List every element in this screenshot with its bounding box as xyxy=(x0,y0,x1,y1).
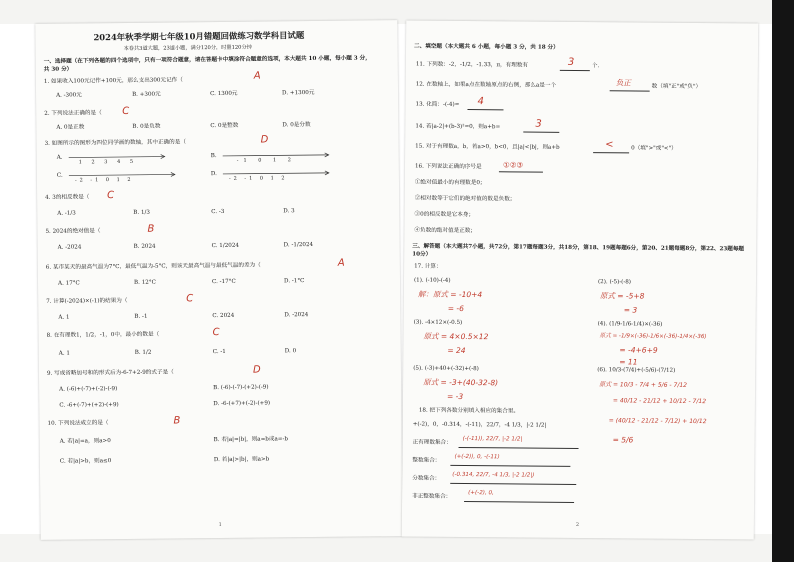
q9-stem: 9. 写成省略加号和的形式后为-6-7+2-9的式子是（ xyxy=(46,369,174,377)
q3-option-d-label: D. xyxy=(210,171,217,178)
exam-subtitle: 本卷共3道大题，23道小题，满分120分，时量120分钟 xyxy=(123,44,252,52)
q2-option-d: D. 0是分数 xyxy=(282,122,311,129)
q3-stem: 3. 如图所示的图形为四位同学画的数轴，其中正确的是（ xyxy=(44,139,186,147)
q1-option-d: D. +1300元 xyxy=(282,89,315,97)
q7-option-a: A. 1 xyxy=(58,314,70,321)
q11-suffix: 个. xyxy=(591,63,600,70)
section1-header: 一、选择题（在下列各题的四个选项中，只有一项符合题意，请在答题卡中填涂符合题意的选项，本大题共 10 小题，每小题 3 分，共 30 分） xyxy=(43,55,371,73)
q10-stem: 10. 下列说法成立的是（ xyxy=(47,420,109,427)
page-number-right: 2 xyxy=(575,521,580,529)
q2-stem: 2. 下列说法正确的是（ xyxy=(44,110,102,117)
q13-handwritten-answer: 4 xyxy=(477,96,484,108)
q5-stem: 5. 2024的绝对值是（ xyxy=(45,228,101,235)
q3-option-c-label: C. xyxy=(56,172,63,179)
q12-handwritten-answer: 负正 xyxy=(615,78,631,88)
q7-handwritten-answer: C xyxy=(186,293,194,305)
q5-option-a: A. -2024 xyxy=(57,244,82,251)
q15-handwritten-answer: < xyxy=(605,139,614,151)
q11-blank xyxy=(560,70,590,71)
q18-set-positive-rational-label: 正有理数集合： xyxy=(412,439,452,446)
q6-handwritten-answer: A xyxy=(337,257,345,269)
calc-4-work-line-1: 原式 = -1/9×(-36)-1/6×(-36)-1/4×(-36) xyxy=(599,333,707,341)
q10-handwritten-answer: B xyxy=(173,415,181,427)
q5-option-d: D. -1/2024 xyxy=(283,242,314,249)
q7-option-c: C. 2024 xyxy=(212,312,235,320)
q18-set-fraction-label: 分数集合： xyxy=(412,475,441,482)
q17-title: 17. 计算： xyxy=(414,263,442,270)
q16-item-3: ③0的相反数是它本身； xyxy=(414,211,475,219)
q18-set-nonpositive-integer-answer: (+(-2), 0, xyxy=(468,490,494,497)
calc-6-work-line-1: 原式 = 10/3 - 7/4 + 5/6 - 7/12 xyxy=(599,381,688,389)
calc-4-problem: (4). (1/9-1/6-1/4)×(-36) xyxy=(597,321,663,328)
q9-handwritten-answer: D xyxy=(252,364,261,376)
q15-stem: 15. 对于有理数a，b，若a>0，b<0，且|a|<|b|，则a+b xyxy=(415,143,560,151)
q1-stem: 1. 如果收入100元记作+100元，那么支出300元记作（ xyxy=(43,77,183,85)
exam-title: 2024年秋季学期七年级10月错题回做练习数学科目试题 xyxy=(93,30,305,43)
q6-option-c: C. -17°C xyxy=(211,278,236,286)
number-line-b-labels: -1 0 1 2 xyxy=(236,157,296,164)
page-number-left: 1 xyxy=(218,521,222,529)
q12-stem: 12. 在数轴上，如果a点在数轴原点的右侧，那么a是一个 xyxy=(415,81,557,89)
section2-header: 二、填空题（本大题共 6 小题，每小题 3 分，共 18 分） xyxy=(414,43,559,51)
q8-option-b: B. 1/2 xyxy=(134,349,152,356)
number-line-c-labels: -2 -1 0 1 2 xyxy=(74,176,134,184)
q14-stem: 14. 若|a-2|+(b-3)²=0，则a+b= xyxy=(415,123,501,131)
q10-option-c: C. 若|a|>b，则a≤0 xyxy=(59,458,112,465)
q16-stem: 16. 下列说法正确的序号是 xyxy=(414,163,482,171)
q18-stem: 18. 把下列各数分别填入相应的集合里。 xyxy=(418,407,520,415)
calc-3-problem: (3). -4×12×(-0.5) xyxy=(413,319,463,326)
q6-option-d: D. -1°C xyxy=(283,278,305,285)
exam-page-left xyxy=(35,20,402,540)
q18-numbers: +(-2)，0，-0.314，-(-11)，22/7，-4 1/3，|-2 1/2| xyxy=(412,421,547,429)
calc-1-work-line-1: 解：原式 = -10+4 xyxy=(417,289,483,300)
q18-set-integer-answer: (+(-2)), 0, -(-11) xyxy=(454,453,500,461)
q16-item-1: ①绝对值最小的有理数是0； xyxy=(414,179,486,187)
q8-option-d: D. 0 xyxy=(284,348,297,355)
q9-option-c: C. -6+(-7)+(+2)-(+9) xyxy=(59,402,119,409)
q9-option-a: A. (-6)+(-7)+(-2)-(-9) xyxy=(59,386,118,393)
calc-2-work-line-1: 原式 = -5+8 xyxy=(599,291,645,301)
q6-option-b: B. 12°C xyxy=(133,279,156,286)
q15-blank xyxy=(593,152,629,153)
q8-option-a: A. 1 xyxy=(58,350,70,357)
q18-set-fraction-blank xyxy=(450,483,576,485)
q9-option-d: D. -6-(+7)+(-2)-(+9) xyxy=(213,400,271,408)
q14-blank xyxy=(523,131,559,132)
q3-handwritten-answer: D xyxy=(260,134,269,146)
calc-6-problem: (6). 10/3-(7/4)+(-5/6)-(7/12) xyxy=(597,367,676,374)
calc-6-work-line-4: = 5/6 xyxy=(612,435,634,445)
q5-option-c: C. 1/2024 xyxy=(211,242,240,250)
calc-1-work-line-2: = -6 xyxy=(447,303,464,313)
q16-item-2: ②相对数等于它们的绝对值的数是负数； xyxy=(414,195,516,203)
calc-5-work-line-1: 原式 = -3+(40-32-8) xyxy=(423,377,499,388)
q8-stem: 8. 在有理数1，1/2，-1，0中，最小的数是（ xyxy=(46,331,160,339)
q4-option-d: D. 3 xyxy=(283,208,295,215)
q2-handwritten-answer: C xyxy=(122,105,130,118)
q8-option-c: C. -1 xyxy=(212,348,226,356)
q18-set-integer-label: 整数集合： xyxy=(412,457,441,464)
q4-handwritten-answer: C xyxy=(107,190,115,202)
q18-set-positive-rational-blank xyxy=(459,447,579,449)
q18-set-positive-rational-answer: (-(-11)), 22/7, |-2 1/2| xyxy=(462,435,523,443)
q3-option-b-label: B. xyxy=(210,153,217,160)
q11-stem: 11. 下列数：-2，-1/2，-1.33，π，有理数有 xyxy=(415,61,529,69)
calc-6-work-line-3: = (40/12 - 21/12 - 7/12) + 10/12 xyxy=(608,417,707,426)
q13-blank xyxy=(467,109,503,110)
q10-option-a: A. 若|a|=a，则a>0 xyxy=(59,438,111,445)
q4-option-c: C. -3 xyxy=(211,208,225,216)
q18-set-fraction-answer: (-0.314, 22/7, -4 1/3, |-2 1/2|) xyxy=(452,471,535,479)
q1-option-c: C. 1300元 xyxy=(210,90,238,98)
q1-handwritten-answer: A xyxy=(253,70,261,82)
q5-option-b: B. 2024 xyxy=(133,243,156,250)
calc-4-work-line-2: = -4+6+9 xyxy=(619,345,658,355)
section3-header: 三、解答题（本大题共7小题，共72分，第17题每题3分，共18分，第18、19题每题6分，第20、21题每题8分，第22、23题每题10分） xyxy=(412,243,745,258)
q8-handwritten-answer: C xyxy=(212,326,220,339)
q12-blank xyxy=(610,90,650,91)
q6-option-a: A. 17°C xyxy=(57,280,80,287)
q15-suffix: 0（填">"或"<"） xyxy=(631,145,677,152)
q12-suffix: 数（填"正"或"负"） xyxy=(651,83,702,91)
calc-3-work-line-2: = 24 xyxy=(447,345,466,356)
q4-stem: 4. 3的相反数是（ xyxy=(45,194,90,201)
q2-option-c: C. 0是整数 xyxy=(210,122,239,130)
number-line-d-labels: -2 -1 0 1 2 xyxy=(228,175,288,182)
q4-option-b: B. 1/3 xyxy=(133,209,150,216)
calc-5-problem: (5). (-3)+40+(-32)+(-8) xyxy=(413,365,479,373)
q13-stem: 13. 化简：-(-4)= xyxy=(415,101,460,108)
calc-2-problem: (2). (-5)-(-8) xyxy=(597,279,632,286)
q16-handwritten-answer: ①②③ xyxy=(502,160,524,170)
q7-option-d: D. -2024 xyxy=(284,312,309,319)
q2-option-a: A. 0是正数 xyxy=(56,124,85,131)
q2-option-b: B. 0是负数 xyxy=(132,123,161,130)
q16-item-4: ④负数的绝对值是正数； xyxy=(414,227,476,235)
q10-option-b: B. 若|a|=|b|，则a=b或a=-b xyxy=(213,436,288,444)
calc-5-work-line-2: = -3 xyxy=(446,391,464,401)
q6-stem: 6. 某市某天的最高气温为7°C，最低气温为-5°C，则该天最高气温与最低气温的差为（ xyxy=(45,262,261,271)
q1-option-a: A. -300元 xyxy=(56,92,82,99)
q14-handwritten-answer: 3 xyxy=(535,118,542,130)
q3-option-a-label: A. xyxy=(56,154,63,161)
q11-handwritten-answer: 3 xyxy=(567,56,575,68)
q7-stem: 7. 计算(-2024)×(-1)的结果为（ xyxy=(46,297,128,305)
q7-option-b: B. -1 xyxy=(134,313,148,320)
q9-option-b: B. (-6)-(-7)-(+2)-(-9) xyxy=(213,384,269,392)
q4-option-a: A. -1/3 xyxy=(57,210,76,217)
q16-blank xyxy=(499,171,543,172)
calc-2-work-line-2: = 3 xyxy=(623,305,638,315)
q18-set-nonpositive-integer-label: 非正整数集合： xyxy=(412,493,452,500)
q1-option-b: B. +300元 xyxy=(132,91,161,98)
calc-6-work-line-2: = 40/12 - 21/12 + 10/12 - 7/12 xyxy=(612,397,707,406)
q18-set-nonpositive-integer-blank xyxy=(464,501,574,503)
q10-option-d: D. 若|a|>|b|，则a>b xyxy=(213,456,270,464)
q18-set-integer-blank xyxy=(450,465,570,467)
calc-3-work-line-1: 原式 = 4×0.5×12 xyxy=(423,331,489,342)
dark-edge xyxy=(772,0,794,562)
exam-page-right xyxy=(402,20,758,539)
calc-1-problem: (1). (-10)-(-4) xyxy=(413,277,451,284)
calc-4-work-line-3: = 11 xyxy=(619,357,638,367)
q5-handwritten-answer: B xyxy=(147,223,155,235)
number-line-a-labels: 1 2 3 4 5 xyxy=(78,158,138,166)
